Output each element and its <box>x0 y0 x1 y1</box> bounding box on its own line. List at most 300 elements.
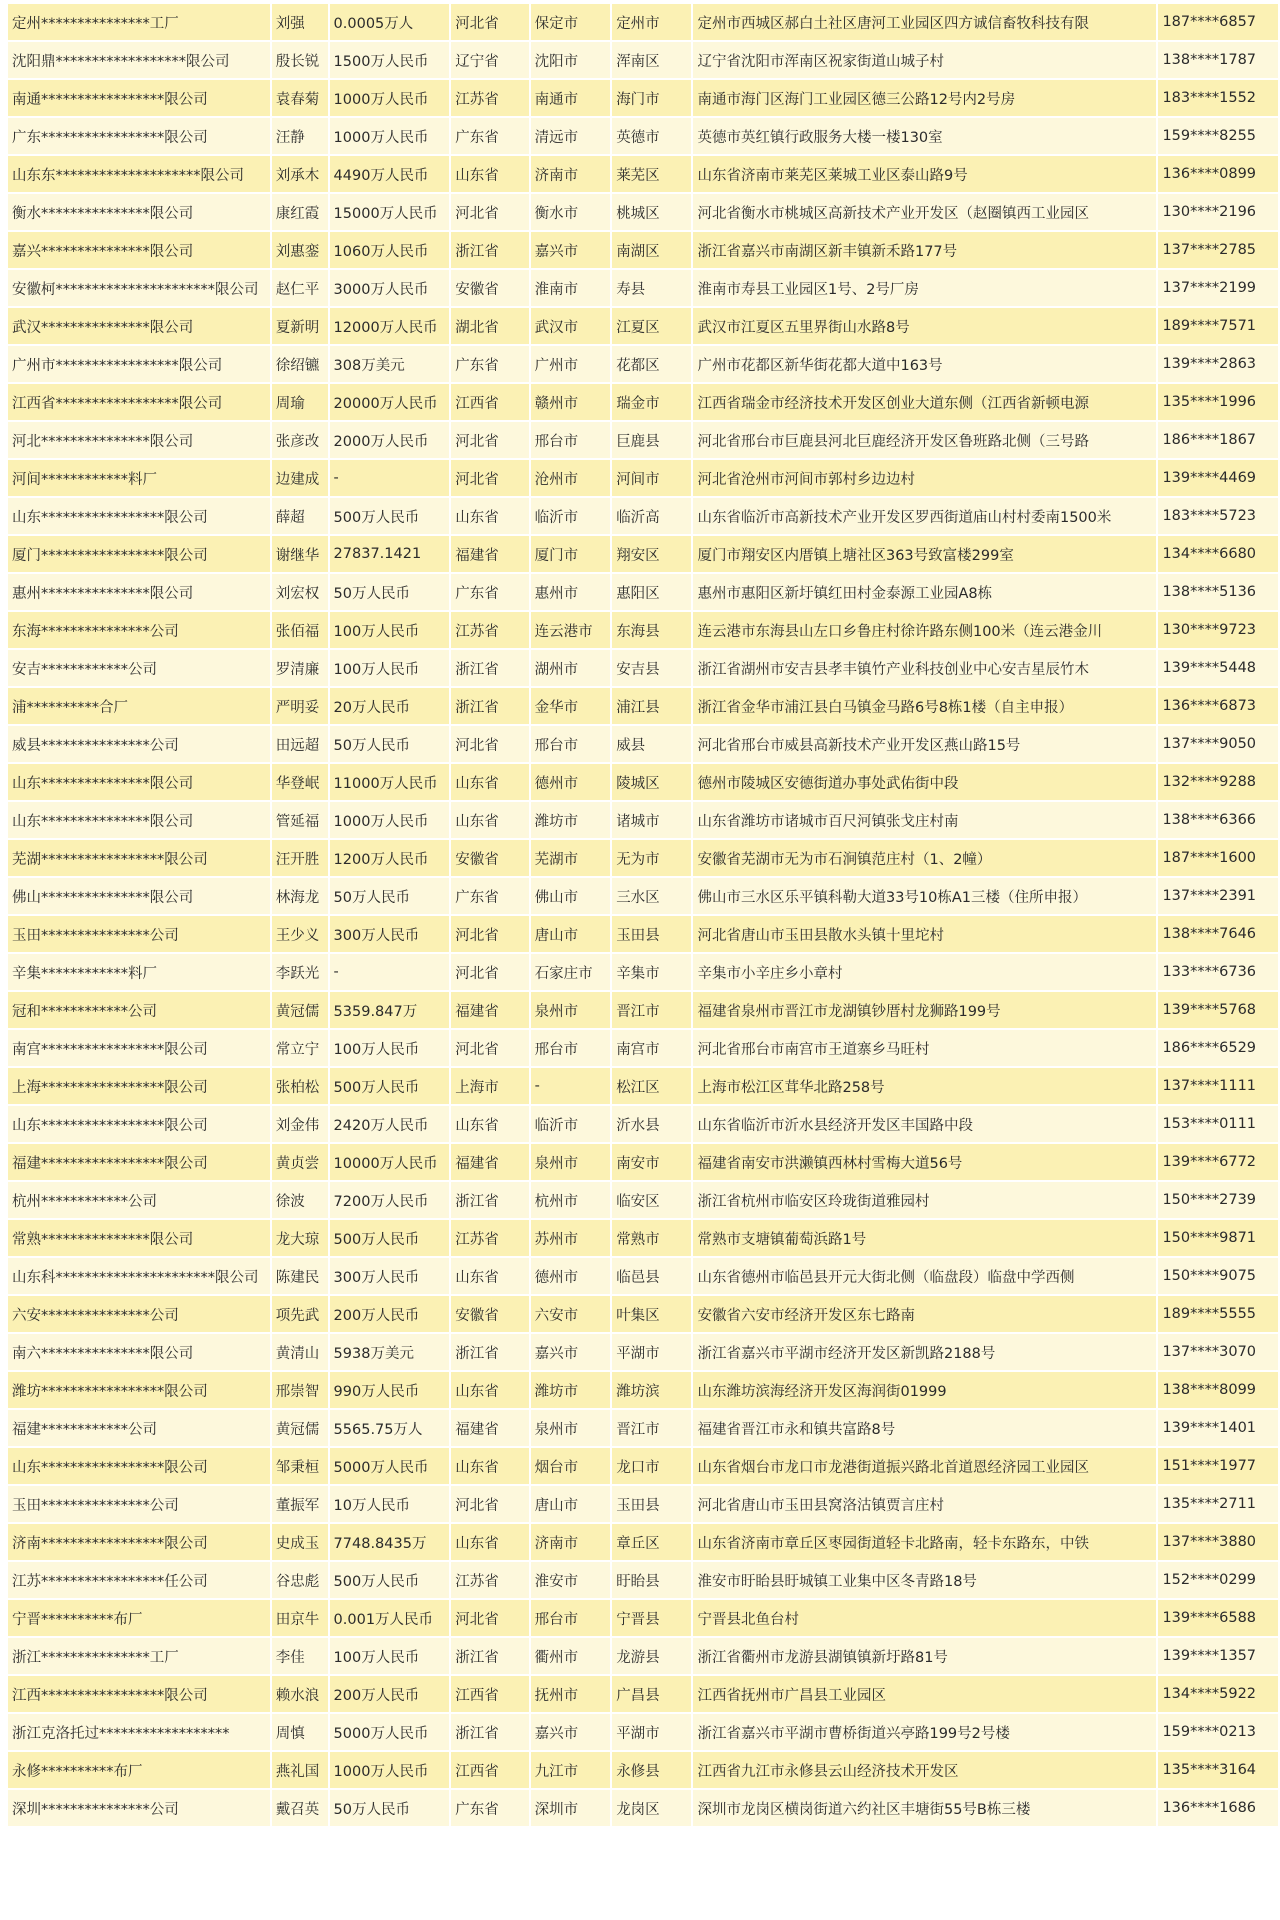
company-name-cell: 浦**********合厂 <box>8 688 270 724</box>
city-cell: 唐山市 <box>531 916 611 952</box>
legal-person-cell: 罗清廉 <box>272 650 328 686</box>
table-row <box>8 232 1278 268</box>
registered-capital-cell: 50万人民币 <box>330 726 450 762</box>
city-cell: 临沂市 <box>531 1106 611 1142</box>
legal-person-cell: 刘强 <box>272 4 328 40</box>
registered-capital-cell: 10万人民币 <box>330 1486 450 1522</box>
address-cell: 山东省济南市莱芜区莱城工业区泰山路9号 <box>693 156 1156 192</box>
table-row <box>8 1068 1278 1104</box>
phone-cell: 135****2711 <box>1158 1486 1278 1522</box>
city-cell: 连云港市 <box>531 612 611 648</box>
table-row <box>8 536 1278 572</box>
district-cell: 浦江县 <box>612 688 691 724</box>
legal-person-cell: 田京牛 <box>272 1600 328 1636</box>
registered-capital-cell: 500万人民币 <box>330 498 450 534</box>
legal-person-cell: 龙大琼 <box>272 1220 328 1256</box>
province-cell: 河北省 <box>451 194 528 230</box>
company-name-cell: 深圳***************公司 <box>8 1790 270 1826</box>
address-cell: 河北省唐山市玉田县散水头镇十里坨村 <box>693 916 1156 952</box>
phone-cell: 139****1401 <box>1158 1410 1278 1446</box>
registered-capital-cell: 100万人民币 <box>330 650 450 686</box>
city-cell: 淮南市 <box>531 270 611 306</box>
registered-capital-cell: 20000万人民币 <box>330 384 450 420</box>
district-cell: 宁晋县 <box>612 1600 691 1636</box>
phone-cell: 150****2739 <box>1158 1182 1278 1218</box>
phone-cell: 152****0299 <box>1158 1562 1278 1598</box>
address-cell: 江西省抚州市广昌县工业园区 <box>693 1676 1156 1712</box>
legal-person-cell: 项先武 <box>272 1296 328 1332</box>
table-row <box>8 1296 1278 1332</box>
city-cell: 金华市 <box>531 688 611 724</box>
address-cell: 浙江省湖州市安吉县孝丰镇竹产业科技创业中心安吉星辰竹木 <box>693 650 1156 686</box>
province-cell: 河北省 <box>451 916 528 952</box>
registered-capital-cell: 10000万人民币 <box>330 1144 450 1180</box>
province-cell: 安徽省 <box>451 1296 528 1332</box>
address-cell: 辽宁省沈阳市浑南区祝家街道山城子村 <box>693 42 1156 78</box>
company-name-cell: 福建*****************限公司 <box>8 1144 270 1180</box>
city-cell: 烟台市 <box>531 1448 611 1484</box>
phone-cell: 153****0111 <box>1158 1106 1278 1142</box>
district-cell: 龙口市 <box>612 1448 691 1484</box>
registered-capital-cell: 50万人民币 <box>330 878 450 914</box>
company-name-cell: 嘉兴***************限公司 <box>8 232 270 268</box>
address-cell: 浙江省杭州市临安区玲珑街道雅园村 <box>693 1182 1156 1218</box>
city-cell: 沈阳市 <box>531 42 611 78</box>
province-cell: 江西省 <box>451 384 528 420</box>
district-cell: 龙游县 <box>612 1638 691 1674</box>
phone-cell: 137****2785 <box>1158 232 1278 268</box>
company-name-cell: 山东*****************限公司 <box>8 498 270 534</box>
table-row <box>8 1676 1278 1712</box>
district-cell: 英德市 <box>612 118 691 154</box>
address-cell: 宁晋县北鱼台村 <box>693 1600 1156 1636</box>
phone-cell: 138****7646 <box>1158 916 1278 952</box>
district-cell: 寿县 <box>612 270 691 306</box>
table-row <box>8 1448 1278 1484</box>
address-cell: 福建省晋江市永和镇共富路8号 <box>693 1410 1156 1446</box>
table-row <box>8 1106 1278 1142</box>
company-name-cell: 浙江克洛托过****************** <box>8 1714 270 1750</box>
address-cell: 福建省泉州市晋江市龙湖镇钞厝村龙狮路199号 <box>693 992 1156 1028</box>
company-name-cell: 宁晋**********布厂 <box>8 1600 270 1636</box>
phone-cell: 189****5555 <box>1158 1296 1278 1332</box>
city-cell: 赣州市 <box>531 384 611 420</box>
legal-person-cell: 刘宏权 <box>272 574 328 610</box>
table-row <box>8 156 1278 192</box>
phone-cell: 139****6772 <box>1158 1144 1278 1180</box>
legal-person-cell: 李佳 <box>272 1638 328 1674</box>
province-cell: 山东省 <box>451 1372 528 1408</box>
table-row <box>8 194 1278 230</box>
registered-capital-cell: 200万人民币 <box>330 1676 450 1712</box>
phone-cell: 137****3070 <box>1158 1334 1278 1370</box>
company-name-cell: 江苏*****************任公司 <box>8 1562 270 1598</box>
company-name-cell: 广州市*****************限公司 <box>8 346 270 382</box>
table-row <box>8 916 1278 952</box>
phone-cell: 132****9288 <box>1158 764 1278 800</box>
table-row <box>8 802 1278 838</box>
district-cell: 永修县 <box>612 1752 691 1788</box>
company-name-cell: 安徽柯**********************限公司 <box>8 270 270 306</box>
company-name-cell: 衡水***************限公司 <box>8 194 270 230</box>
company-name-cell: 永修**********布厂 <box>8 1752 270 1788</box>
legal-person-cell: 华登岷 <box>272 764 328 800</box>
address-cell: 广州市花都区新华街花都大道中163号 <box>693 346 1156 382</box>
registered-capital-cell: 2420万人民币 <box>330 1106 450 1142</box>
city-cell: 济南市 <box>531 156 611 192</box>
legal-person-cell: 董振军 <box>272 1486 328 1522</box>
district-cell: 海门市 <box>612 80 691 116</box>
table-row <box>8 1144 1278 1180</box>
province-cell: 山东省 <box>451 498 528 534</box>
province-cell: 广东省 <box>451 1790 528 1826</box>
company-name-cell: 河北***************限公司 <box>8 422 270 458</box>
table-row <box>8 1714 1278 1750</box>
registered-capital-cell: 11000万人民币 <box>330 764 450 800</box>
phone-cell: 135****3164 <box>1158 1752 1278 1788</box>
phone-cell: 186****6529 <box>1158 1030 1278 1066</box>
city-cell: 邢台市 <box>531 726 611 762</box>
legal-person-cell: 燕礼国 <box>272 1752 328 1788</box>
address-cell: 山东省济南市章丘区枣园街道轻卡北路南，轻卡东路东，中铁 <box>693 1524 1156 1560</box>
phone-cell: 150****9075 <box>1158 1258 1278 1294</box>
address-cell: 福建省南安市洪濑镇西林村雪梅大道56号 <box>693 1144 1156 1180</box>
legal-person-cell: 徐绍镳 <box>272 346 328 382</box>
company-name-cell: 南六***************限公司 <box>8 1334 270 1370</box>
district-cell: 松江区 <box>612 1068 691 1104</box>
legal-person-cell: 赵仁平 <box>272 270 328 306</box>
phone-cell: 138****6366 <box>1158 802 1278 838</box>
table-row <box>8 1752 1278 1788</box>
phone-cell: 137****9050 <box>1158 726 1278 762</box>
company-name-cell: 厦门*****************限公司 <box>8 536 270 572</box>
registered-capital-cell: 500万人民币 <box>330 1068 450 1104</box>
registered-capital-cell: 3000万人民币 <box>330 270 450 306</box>
city-cell: - <box>531 1068 611 1104</box>
registered-capital-cell: - <box>330 954 450 990</box>
company-name-cell: 玉田***************公司 <box>8 1486 270 1522</box>
district-cell: 惠阳区 <box>612 574 691 610</box>
company-name-cell: 佛山***************限公司 <box>8 878 270 914</box>
legal-person-cell: 刘惠銮 <box>272 232 328 268</box>
city-cell: 邢台市 <box>531 422 611 458</box>
table-row <box>8 1030 1278 1066</box>
city-cell: 佛山市 <box>531 878 611 914</box>
address-cell: 淮南市寿县工业园区1号、2号厂房 <box>693 270 1156 306</box>
registered-capital-cell: 1000万人民币 <box>330 802 450 838</box>
company-name-cell: 玉田***************公司 <box>8 916 270 952</box>
city-cell: 潍坊市 <box>531 1372 611 1408</box>
district-cell: 桃城区 <box>612 194 691 230</box>
phone-cell: 134****6680 <box>1158 536 1278 572</box>
province-cell: 河北省 <box>451 422 528 458</box>
table-row <box>8 1220 1278 1256</box>
company-name-cell: 六安***************公司 <box>8 1296 270 1332</box>
legal-person-cell: 黄冠儒 <box>272 1410 328 1446</box>
province-cell: 江西省 <box>451 1676 528 1712</box>
address-cell: 江西省瑞金市经济技术开发区创业大道东侧（江西省新顿电源 <box>693 384 1156 420</box>
province-cell: 辽宁省 <box>451 42 528 78</box>
company-name-cell: 山东***************限公司 <box>8 764 270 800</box>
registered-capital-cell: 308万美元 <box>330 346 450 382</box>
registered-capital-cell: 100万人民币 <box>330 612 450 648</box>
legal-person-cell: 邹秉桓 <box>272 1448 328 1484</box>
district-cell: 河间市 <box>612 460 691 496</box>
legal-person-cell: 周慎 <box>272 1714 328 1750</box>
city-cell: 嘉兴市 <box>531 1714 611 1750</box>
company-name-cell: 山东*****************限公司 <box>8 1106 270 1142</box>
legal-person-cell: 管延福 <box>272 802 328 838</box>
registered-capital-cell: 500万人民币 <box>330 1220 450 1256</box>
table-row <box>8 346 1278 382</box>
phone-cell: 187****1600 <box>1158 840 1278 876</box>
province-cell: 浙江省 <box>451 1334 528 1370</box>
city-cell: 抚州市 <box>531 1676 611 1712</box>
company-name-cell: 山东科**********************限公司 <box>8 1258 270 1294</box>
registered-capital-cell: 20万人民币 <box>330 688 450 724</box>
company-name-cell: 芜湖*****************限公司 <box>8 840 270 876</box>
table-row <box>8 460 1278 496</box>
table-row <box>8 726 1278 762</box>
city-cell: 唐山市 <box>531 1486 611 1522</box>
district-cell: 江夏区 <box>612 308 691 344</box>
province-cell: 江苏省 <box>451 1220 528 1256</box>
company-name-cell: 武汉***************限公司 <box>8 308 270 344</box>
city-cell: 衢州市 <box>531 1638 611 1674</box>
phone-cell: 138****1787 <box>1158 42 1278 78</box>
city-cell: 嘉兴市 <box>531 1334 611 1370</box>
province-cell: 江苏省 <box>451 1562 528 1598</box>
province-cell: 山东省 <box>451 156 528 192</box>
table-row <box>8 1258 1278 1294</box>
table-row <box>8 954 1278 990</box>
table-row <box>8 840 1278 876</box>
province-cell: 河北省 <box>451 1486 528 1522</box>
address-cell: 厦门市翔安区内厝镇上塘社区363号致富楼299室 <box>693 536 1156 572</box>
address-cell: 山东省临沂市高新技术产业开发区罗西街道庙山村村委南1500米 <box>693 498 1156 534</box>
district-cell: 威县 <box>612 726 691 762</box>
address-cell: 山东潍坊滨海经济开发区海润街01999 <box>693 1372 1156 1408</box>
legal-person-cell: 汪开胜 <box>272 840 328 876</box>
address-cell: 德州市陵城区安德街道办事处武佑街中段 <box>693 764 1156 800</box>
legal-person-cell: 赖水浪 <box>272 1676 328 1712</box>
city-cell: 六安市 <box>531 1296 611 1332</box>
address-cell: 佛山市三水区乐平镇科勒大道33号10栋A1三楼（住所申报） <box>693 878 1156 914</box>
legal-person-cell: 刘承木 <box>272 156 328 192</box>
address-cell: 武汉市江夏区五里界街山水路8号 <box>693 308 1156 344</box>
district-cell: 南安市 <box>612 1144 691 1180</box>
phone-cell: 137****3880 <box>1158 1524 1278 1560</box>
city-cell: 嘉兴市 <box>531 232 611 268</box>
district-cell: 诸城市 <box>612 802 691 838</box>
province-cell: 安徽省 <box>451 840 528 876</box>
address-cell: 浙江省嘉兴市平湖市曹桥街道兴亭路199号2号楼 <box>693 1714 1156 1750</box>
province-cell: 河北省 <box>451 1600 528 1636</box>
address-cell: 浙江省嘉兴市平湖市经济开发区新凯路2188号 <box>693 1334 1156 1370</box>
district-cell: 叶集区 <box>612 1296 691 1332</box>
legal-person-cell: 邢崇智 <box>272 1372 328 1408</box>
district-cell: 无为市 <box>612 840 691 876</box>
table-row <box>8 1524 1278 1560</box>
province-cell: 福建省 <box>451 1410 528 1446</box>
company-name-cell: 南通*****************限公司 <box>8 80 270 116</box>
province-cell: 浙江省 <box>451 1714 528 1750</box>
table-row <box>8 992 1278 1028</box>
company-name-cell: 东海***************公司 <box>8 612 270 648</box>
province-cell: 广东省 <box>451 574 528 610</box>
table-row <box>8 4 1278 40</box>
registered-capital-cell: 100万人民币 <box>330 1030 450 1066</box>
company-name-cell: 潍坊*****************限公司 <box>8 1372 270 1408</box>
company-name-cell: 福建************公司 <box>8 1410 270 1446</box>
city-cell: 潍坊市 <box>531 802 611 838</box>
province-cell: 浙江省 <box>451 1638 528 1674</box>
province-cell: 福建省 <box>451 1144 528 1180</box>
registered-capital-cell: 5000万人民币 <box>330 1448 450 1484</box>
address-cell: 河北省邢台市巨鹿县河北巨鹿经济开发区鲁班路北侧（三号路 <box>693 422 1156 458</box>
table-row <box>8 650 1278 686</box>
province-cell: 江苏省 <box>451 612 528 648</box>
address-cell: 河北省邢台市南宫市王道寨乡马旺村 <box>693 1030 1156 1066</box>
registered-capital-cell: 12000万人民币 <box>330 308 450 344</box>
city-cell: 湖州市 <box>531 650 611 686</box>
city-cell: 衡水市 <box>531 194 611 230</box>
company-name-cell: 南宫*****************限公司 <box>8 1030 270 1066</box>
district-cell: 沂水县 <box>612 1106 691 1142</box>
legal-person-cell: 林海龙 <box>272 878 328 914</box>
legal-person-cell: 徐波 <box>272 1182 328 1218</box>
province-cell: 安徽省 <box>451 270 528 306</box>
table-row <box>8 1638 1278 1674</box>
phone-cell: 136****6873 <box>1158 688 1278 724</box>
district-cell: 常熟市 <box>612 1220 691 1256</box>
province-cell: 浙江省 <box>451 1182 528 1218</box>
city-cell: 德州市 <box>531 1258 611 1294</box>
phone-cell: 186****1867 <box>1158 422 1278 458</box>
province-cell: 河北省 <box>451 954 528 990</box>
province-cell: 河北省 <box>451 460 528 496</box>
city-cell: 淮安市 <box>531 1562 611 1598</box>
phone-cell: 137****2199 <box>1158 270 1278 306</box>
city-cell: 深圳市 <box>531 1790 611 1826</box>
company-name-cell: 浙江***************工厂 <box>8 1638 270 1674</box>
phone-cell: 139****4469 <box>1158 460 1278 496</box>
table-row <box>8 308 1278 344</box>
address-cell: 连云港市东海县山左口乡鲁庄村徐许路东侧100米（连云港金川 <box>693 612 1156 648</box>
phone-cell: 136****1686 <box>1158 1790 1278 1826</box>
company-name-cell: 上海*****************限公司 <box>8 1068 270 1104</box>
registered-capital-cell: 990万人民币 <box>330 1372 450 1408</box>
table-row <box>8 688 1278 724</box>
company-table-body <box>8 4 1278 1826</box>
city-cell: 保定市 <box>531 4 611 40</box>
address-cell: 河北省邢台市威县高新技术产业开发区燕山路15号 <box>693 726 1156 762</box>
district-cell: 晋江市 <box>612 1410 691 1446</box>
district-cell: 临沂高 <box>612 498 691 534</box>
phone-cell: 135****1996 <box>1158 384 1278 420</box>
phone-cell: 189****7571 <box>1158 308 1278 344</box>
city-cell: 杭州市 <box>531 1182 611 1218</box>
legal-person-cell: 严明妥 <box>272 688 328 724</box>
legal-person-cell: 殷长锐 <box>272 42 328 78</box>
table-row <box>8 612 1278 648</box>
company-name-cell: 辛集************料厂 <box>8 954 270 990</box>
phone-cell: 137****2391 <box>1158 878 1278 914</box>
registered-capital-cell: 300万人民币 <box>330 916 450 952</box>
registered-capital-cell: 50万人民币 <box>330 1790 450 1826</box>
table-row <box>8 574 1278 610</box>
city-cell: 济南市 <box>531 1524 611 1560</box>
address-cell: 上海市松江区茸华北路258号 <box>693 1068 1156 1104</box>
company-name-cell: 安吉************公司 <box>8 650 270 686</box>
legal-person-cell: 周瑜 <box>272 384 328 420</box>
company-name-cell: 常熟***************限公司 <box>8 1220 270 1256</box>
legal-person-cell: 张柏松 <box>272 1068 328 1104</box>
legal-person-cell: 李跃光 <box>272 954 328 990</box>
district-cell: 晋江市 <box>612 992 691 1028</box>
legal-person-cell: 陈建民 <box>272 1258 328 1294</box>
company-name-cell: 广东*****************限公司 <box>8 118 270 154</box>
legal-person-cell: 戴召英 <box>272 1790 328 1826</box>
district-cell: 龙岗区 <box>612 1790 691 1826</box>
phone-cell: 139****2863 <box>1158 346 1278 382</box>
address-cell: 英德市英红镇行政服务大楼一楼130室 <box>693 118 1156 154</box>
address-cell: 浙江省金华市浦江县白马镇金马路6号8栋1楼（自主申报） <box>693 688 1156 724</box>
legal-person-cell: 黄清山 <box>272 1334 328 1370</box>
legal-person-cell: 张佰福 <box>272 612 328 648</box>
phone-cell: 159****8255 <box>1158 118 1278 154</box>
province-cell: 江西省 <box>451 1752 528 1788</box>
province-cell: 浙江省 <box>451 650 528 686</box>
phone-cell: 151****1977 <box>1158 1448 1278 1484</box>
legal-person-cell: 常立宁 <box>272 1030 328 1066</box>
phone-cell: 138****8099 <box>1158 1372 1278 1408</box>
province-cell: 山东省 <box>451 764 528 800</box>
company-name-cell: 山东东********************限公司 <box>8 156 270 192</box>
city-cell: 清远市 <box>531 118 611 154</box>
province-cell: 广东省 <box>451 878 528 914</box>
legal-person-cell: 王少义 <box>272 916 328 952</box>
registered-capital-cell: 300万人民币 <box>330 1258 450 1294</box>
phone-cell: 139****6588 <box>1158 1600 1278 1636</box>
legal-person-cell: 谷忠彪 <box>272 1562 328 1598</box>
legal-person-cell: 夏新明 <box>272 308 328 344</box>
district-cell: 东海县 <box>612 612 691 648</box>
table-row <box>8 80 1278 116</box>
registered-capital-cell: 5938万美元 <box>330 1334 450 1370</box>
company-name-cell: 山东***************限公司 <box>8 802 270 838</box>
table-row <box>8 1600 1278 1636</box>
registered-capital-cell: 500万人民币 <box>330 1562 450 1598</box>
registered-capital-cell: 7748.8435万 <box>330 1524 450 1560</box>
address-cell: 常熟市支塘镇葡萄浜路1号 <box>693 1220 1156 1256</box>
district-cell: 临安区 <box>612 1182 691 1218</box>
address-cell: 江西省九江市永修县云山经济技术开发区 <box>693 1752 1156 1788</box>
province-cell: 广东省 <box>451 346 528 382</box>
table-row <box>8 1372 1278 1408</box>
address-cell: 浙江省衢州市龙游县湖镇镇新圩路81号 <box>693 1638 1156 1674</box>
phone-cell: 137****1111 <box>1158 1068 1278 1104</box>
district-cell: 安吉县 <box>612 650 691 686</box>
registered-capital-cell: 5565.75万人 <box>330 1410 450 1446</box>
address-cell: 河北省衡水市桃城区高新技术产业开发区（赵圈镇西工业园区 <box>693 194 1156 230</box>
table-row <box>8 764 1278 800</box>
province-cell: 山东省 <box>451 1258 528 1294</box>
district-cell: 潍坊滨 <box>612 1372 691 1408</box>
phone-cell: 138****5136 <box>1158 574 1278 610</box>
district-cell: 南湖区 <box>612 232 691 268</box>
district-cell: 定州市 <box>612 4 691 40</box>
